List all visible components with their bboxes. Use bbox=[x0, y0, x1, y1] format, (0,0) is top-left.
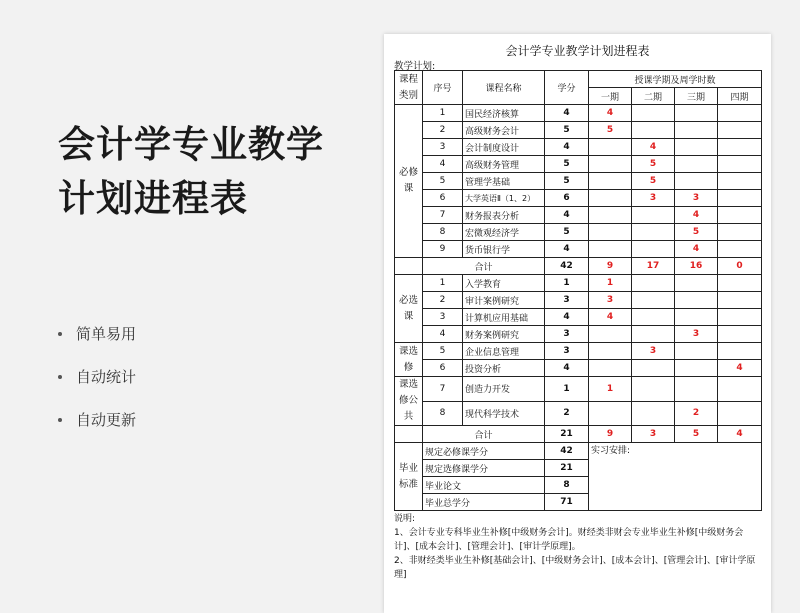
header-hours: 授课学期及周学时数 bbox=[589, 71, 762, 88]
table-row: 课选修公共 7 创造力开发 1 1 bbox=[395, 377, 762, 402]
category-public-elective: 课选修公共 bbox=[395, 377, 423, 426]
subtotal-row: 合计 21 9 3 5 4 bbox=[395, 426, 762, 443]
notes-line: 1、会计专业专科毕业生补修[中级财务会计]。财经类非财会专业毕业生补修[中级财务会计]、[成本会计]、[管理会计]、[审计学原理]。 bbox=[394, 528, 744, 552]
table-row: 必修课 1 国民经济核算 4 4 bbox=[395, 105, 762, 122]
table-row: 2 审计案例研究 3 3 bbox=[395, 292, 762, 309]
table-row: 4 高级财务管理 5 5 bbox=[395, 156, 762, 173]
table-row: 3 会计制度设计 4 4 bbox=[395, 139, 762, 156]
document-preview bbox=[384, 34, 771, 613]
table-row: 6 投资分析 4 4 bbox=[395, 360, 762, 377]
table-row: 2 高级财务会计 5 5 bbox=[395, 122, 762, 139]
header-category: 课程类别 bbox=[395, 71, 423, 105]
promo-title bbox=[58, 118, 368, 226]
bullet-icon bbox=[58, 375, 62, 379]
header-credit: 学分 bbox=[545, 71, 589, 105]
promo-title-line2: 计划进程表 bbox=[58, 177, 248, 220]
header-term: 三期 bbox=[675, 88, 718, 105]
table-row: 7 财务报表分析 4 4 bbox=[395, 207, 762, 224]
internship-cell: 实习安排: bbox=[589, 443, 762, 511]
subtotal-row: 合计 42 9 17 16 0 bbox=[395, 258, 762, 275]
table-row: 3 计算机应用基础 4 4 bbox=[395, 309, 762, 326]
table-row: 5 管理学基础 5 5 bbox=[395, 173, 762, 190]
header-name: 课程名称 bbox=[463, 71, 545, 105]
feature-item: 简单易用 bbox=[58, 312, 136, 355]
table-row: 8 宏微观经济学 5 5 bbox=[395, 224, 762, 241]
sheet-subtitle: 教学计划: bbox=[394, 61, 436, 72]
header-term: 一期 bbox=[589, 88, 632, 105]
sheet-title: 会计学专业教学计划进程表 bbox=[505, 44, 650, 58]
table-row: 8 现代科学技术 2 2 bbox=[395, 401, 762, 426]
table-row: 9 货币银行学 4 4 bbox=[395, 241, 762, 258]
bullet-icon bbox=[58, 418, 62, 422]
table-row: 规定选修课学分 21 bbox=[395, 460, 762, 477]
bullet-icon bbox=[58, 332, 62, 336]
table-row: 毕业论文 8 bbox=[395, 477, 762, 494]
plan-table bbox=[394, 70, 762, 511]
feature-item: 自动统计 bbox=[58, 355, 136, 398]
notes-line: 2、非财经类毕业生补修[基础会计]、[中级财务会计]、[成本会计]、[管理会计]、[审计学原理] bbox=[394, 556, 756, 580]
feature-list bbox=[58, 312, 136, 441]
feature-item: 自动更新 bbox=[58, 398, 136, 441]
header-no: 序号 bbox=[423, 71, 463, 105]
promo-title-line1: 会计学专业教学 bbox=[58, 123, 324, 166]
table-row: 必选课 1 入学教育 1 1 bbox=[395, 275, 762, 292]
category-required: 必修课 bbox=[395, 105, 423, 258]
header-row bbox=[395, 71, 762, 88]
table-row: 6 大学英语Ⅱ（1、2） 6 3 3 bbox=[395, 190, 762, 207]
category-elective: 课选修 bbox=[395, 343, 423, 377]
category-graduation: 毕业标准 bbox=[395, 443, 423, 511]
table-row: 4 财务案例研究 3 3 bbox=[395, 326, 762, 343]
header-term: 二期 bbox=[632, 88, 675, 105]
notes bbox=[394, 512, 764, 582]
header-term: 四期 bbox=[718, 88, 762, 105]
table-row: 毕业标准 规定必修课学分 42 实习安排: bbox=[395, 443, 762, 460]
table-row: 毕业总学分 71 bbox=[395, 494, 762, 511]
notes-title: 说明: bbox=[394, 514, 416, 524]
category-elective-required: 必选课 bbox=[395, 275, 423, 343]
table-row: 课选修 5 企业信息管理 3 3 bbox=[395, 343, 762, 360]
